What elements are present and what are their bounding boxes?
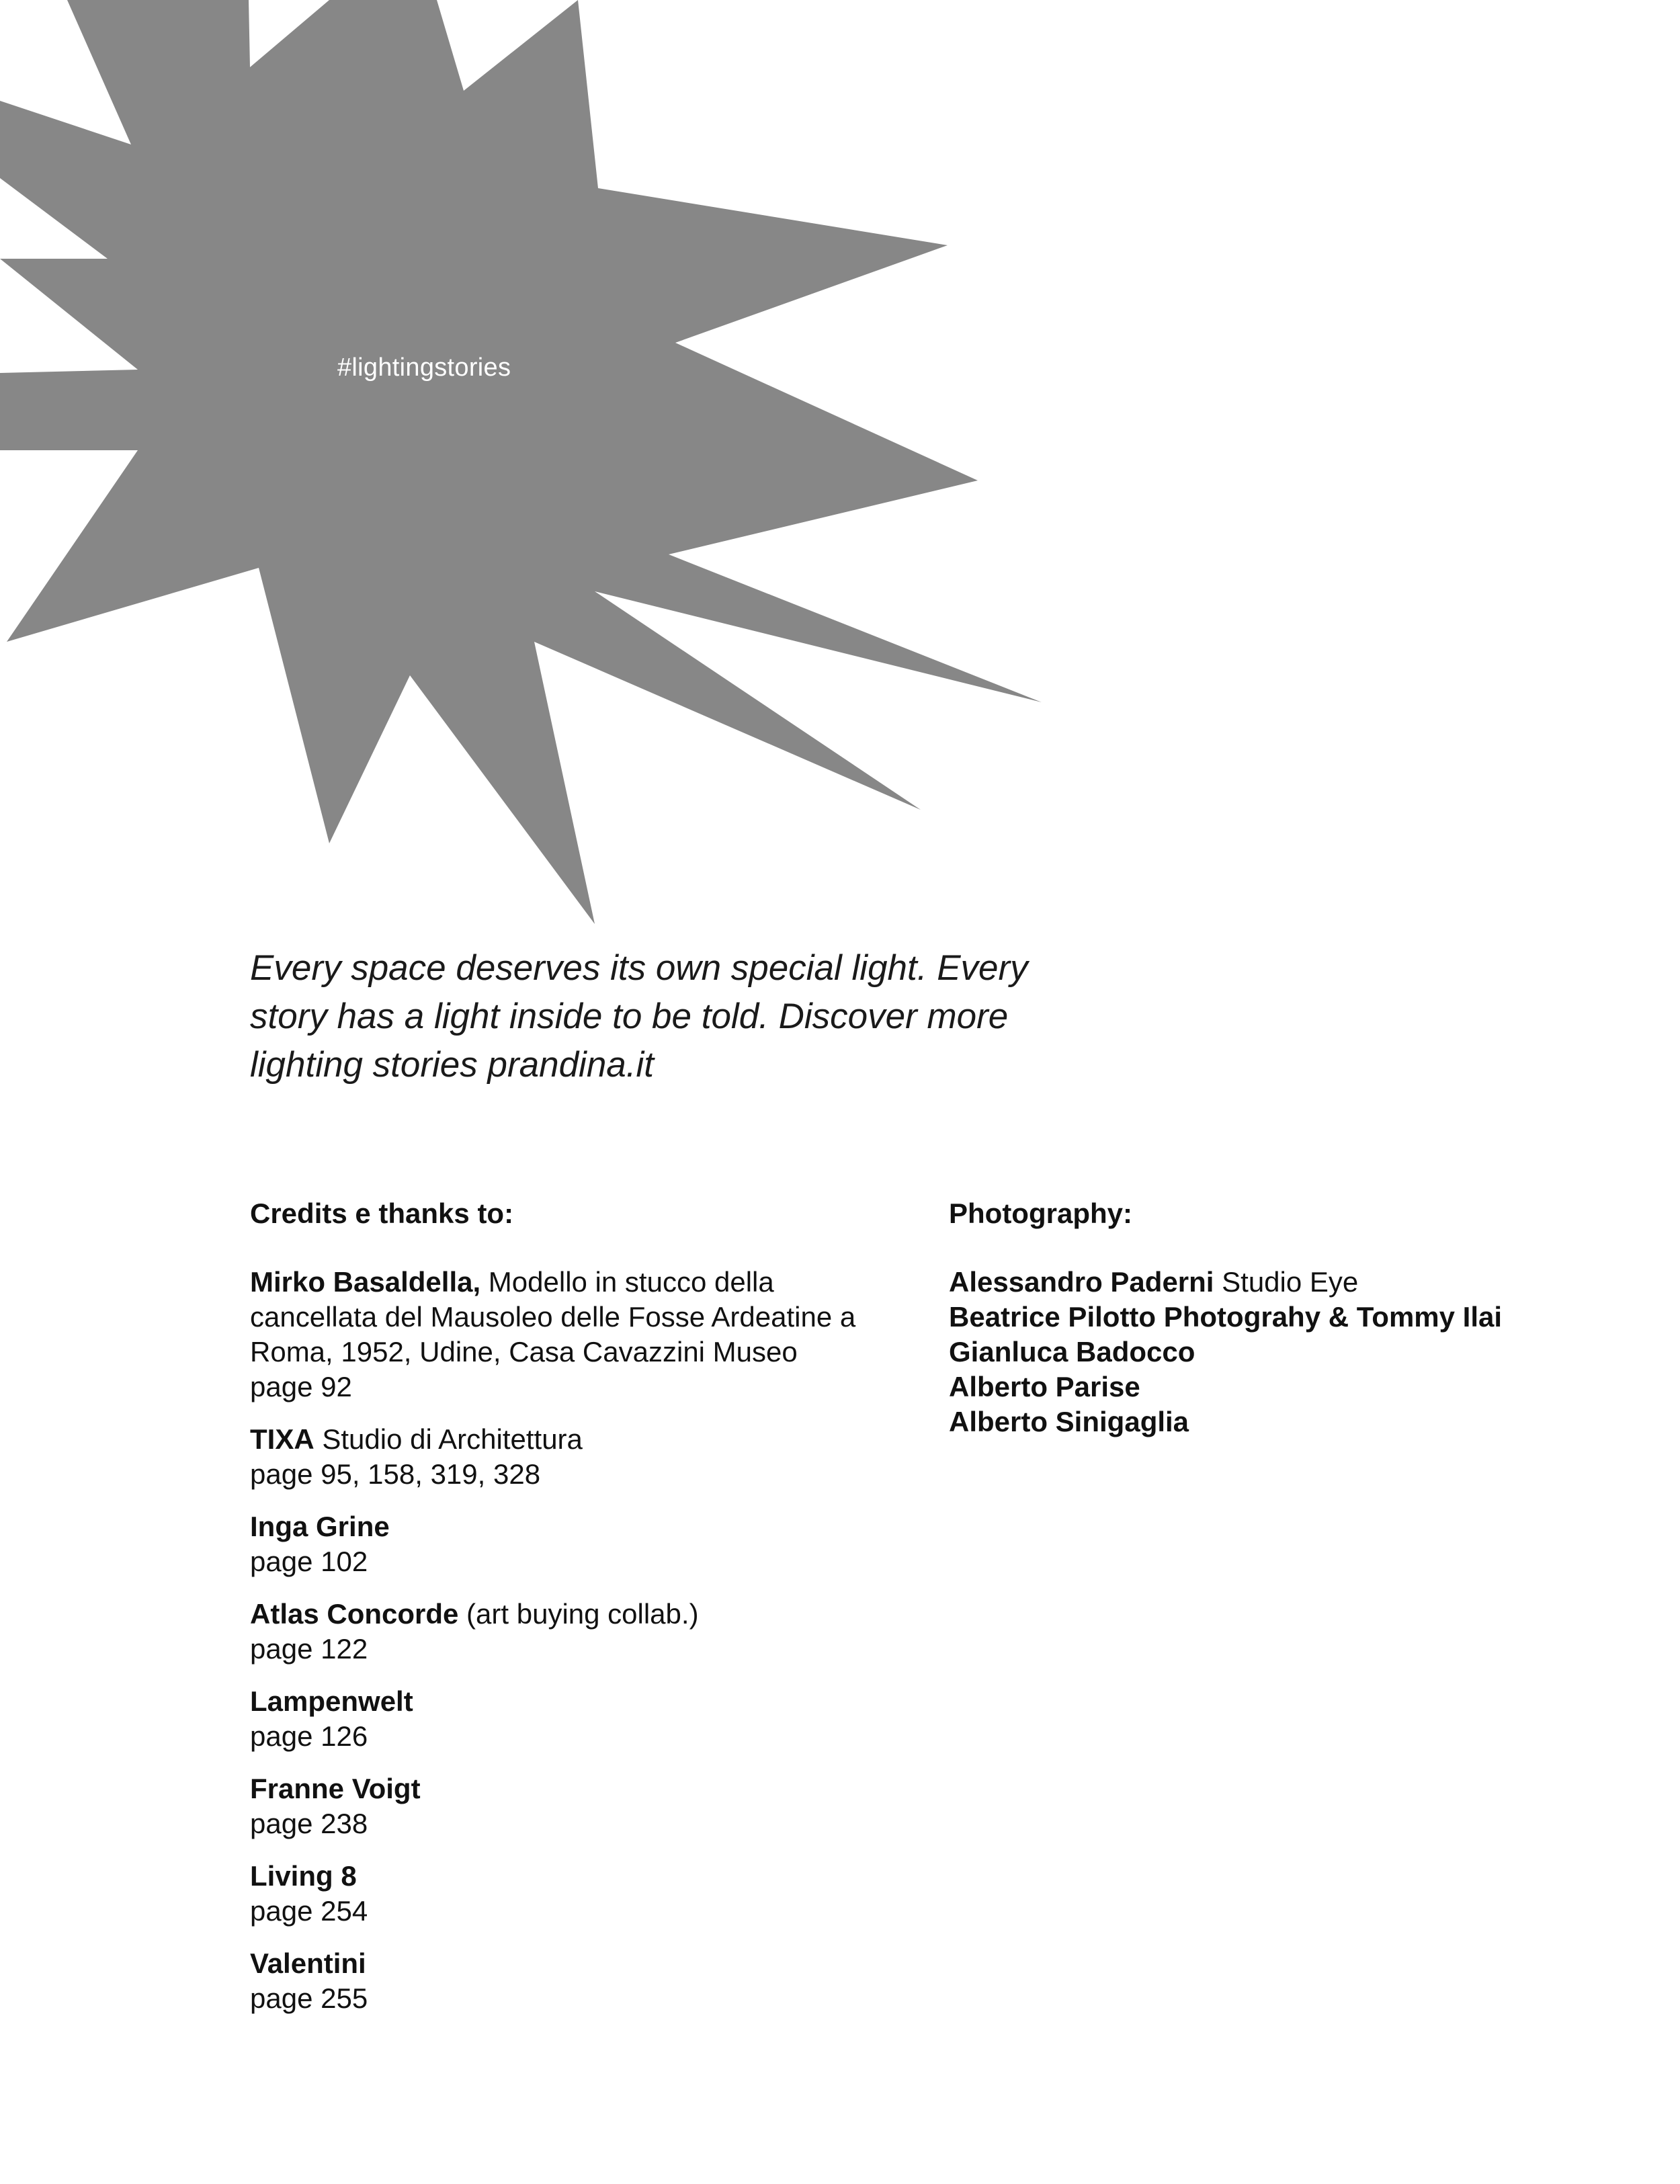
- credit-name: Franne Voigt: [250, 1773, 421, 1804]
- photographer-name: Alberto Parise: [949, 1371, 1140, 1402]
- credit-page: page 255: [250, 1982, 368, 2014]
- credit-page: page 122: [250, 1633, 368, 1665]
- credit-entry: [250, 1265, 909, 1404]
- photography-column: [949, 1196, 1654, 1439]
- credit-name: Valentini: [250, 1947, 366, 1979]
- credit-description: Studio di Architettura: [314, 1423, 583, 1455]
- starburst-graphic: [0, 0, 1680, 941]
- photographer-studio: Studio Eye: [1214, 1266, 1359, 1298]
- credit-name: Atlas Concorde: [250, 1598, 459, 1630]
- credit-entry: [250, 1597, 909, 1667]
- photographer-line: [949, 1370, 1654, 1404]
- credit-entry: [250, 1684, 909, 1754]
- credit-name: Inga Grine: [250, 1511, 390, 1542]
- credits-column: [250, 1196, 909, 2033]
- photographer-line: [949, 1300, 1654, 1335]
- credit-entry: [250, 1859, 909, 1929]
- credit-description: (art buying collab.): [458, 1598, 699, 1630]
- photography-heading: Photography:: [949, 1198, 1132, 1229]
- photographer-name: Alessandro Paderni: [949, 1266, 1214, 1298]
- photographer-name: Alberto Sinigaglia: [949, 1406, 1189, 1437]
- photographer-name: Gianluca Badocco: [949, 1336, 1195, 1368]
- credit-page: page 95, 158, 319, 328: [250, 1458, 541, 1490]
- credit-name: TIXA: [250, 1423, 314, 1455]
- photographer-name: Beatrice Pilotto Photograhy & Tommy Ilai: [949, 1301, 1503, 1333]
- credit-page: page 254: [250, 1895, 368, 1927]
- credit-entry: [250, 1509, 909, 1579]
- credit-name: Living 8: [250, 1860, 357, 1892]
- credits-heading: Credits e thanks to:: [250, 1198, 514, 1229]
- credit-page: page 102: [250, 1546, 368, 1577]
- credit-name: Lampenwelt: [250, 1685, 413, 1717]
- photographer-line: [949, 1404, 1654, 1439]
- credit-entry: [250, 1946, 909, 2016]
- photographer-line: [949, 1335, 1654, 1370]
- credit-page: page 126: [250, 1720, 368, 1752]
- credit-page: page 92: [250, 1371, 352, 1402]
- tagline: Every space deserves its own special light. Every story has a light inside to be told. Discover more lighting stories prandina.it: [250, 948, 1028, 1085]
- hashtag-label: #lightingstories: [337, 353, 511, 382]
- credit-name: Mirko Basaldella,: [250, 1266, 481, 1298]
- photographer-line: [949, 1265, 1654, 1300]
- credit-page: page 238: [250, 1808, 368, 1839]
- starburst-shape: [0, 0, 1042, 924]
- credit-entry: [250, 1422, 909, 1492]
- credit-description: Modello in stucco della cancellata del Mausoleo delle Fosse Ardeatine a Roma, 1952, Udine, Casa Cavazzini Museo: [250, 1266, 856, 1368]
- credit-entry: [250, 1771, 909, 1841]
